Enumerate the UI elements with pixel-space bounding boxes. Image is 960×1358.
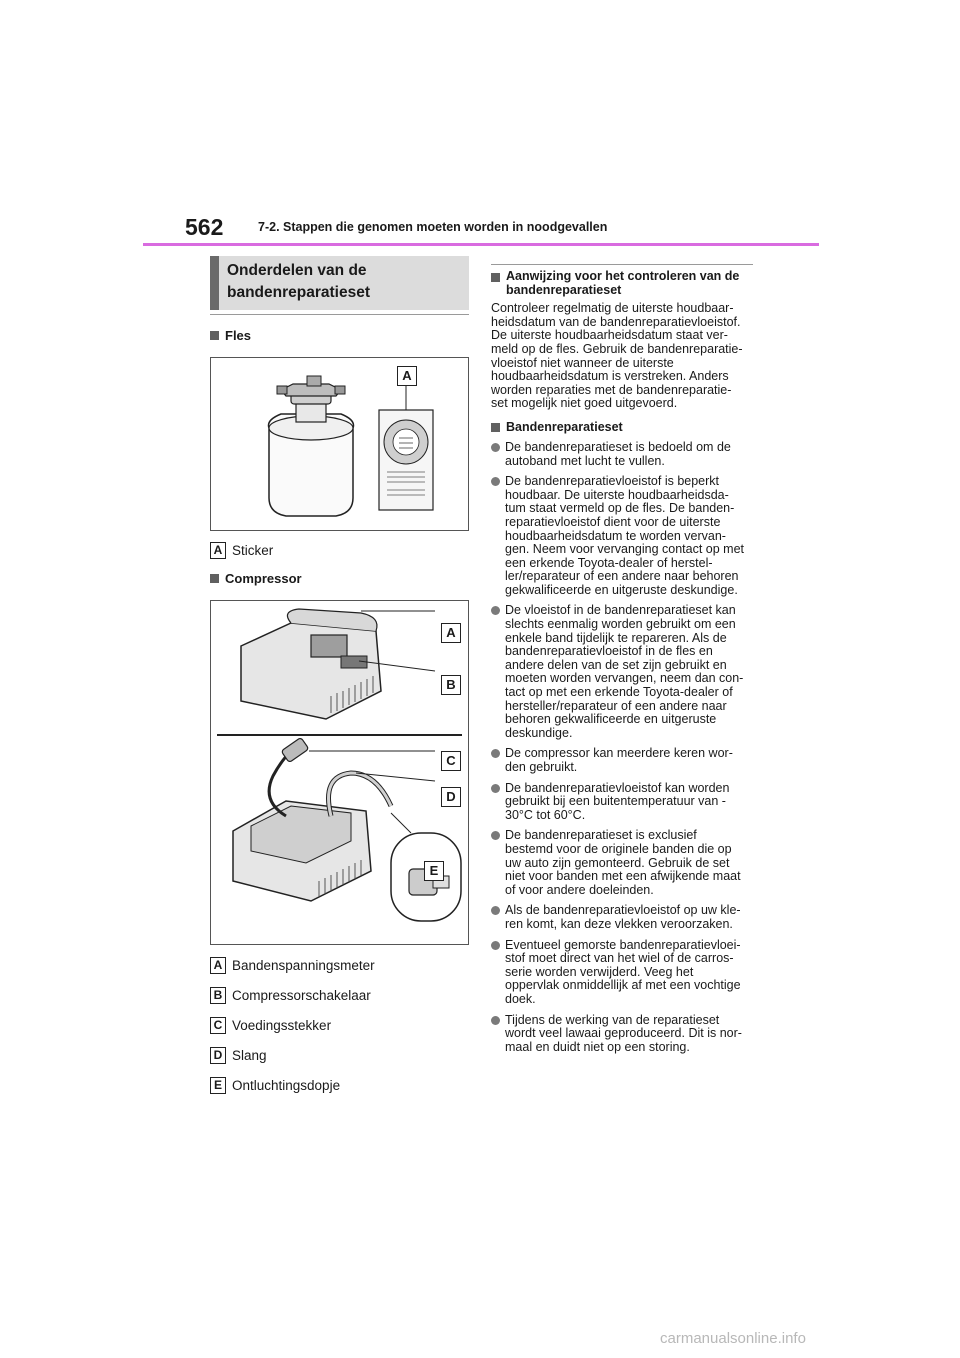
text-line: ren komt, kan deze vlekken veroorzaken.: [505, 916, 733, 931]
note-heading-line1: Aanwijzing voor het controleren van de: [506, 269, 740, 283]
text-line: stof moet direct van het wiel of de carros-: [505, 951, 734, 966]
legend-item: [210, 1047, 469, 1064]
bullet-item: [491, 475, 753, 597]
text-line: enkele band tijdelijk te repareren. Als de: [505, 630, 727, 645]
legend-item: [210, 1017, 469, 1034]
legend-text: Slang: [232, 1048, 267, 1063]
round-bullet-icon: [491, 606, 500, 615]
text-line: slechts eenmalig worden gebruikt om een: [505, 617, 736, 632]
text-line: tact op met een erkende Toyota-dealer of: [505, 685, 733, 700]
round-bullet-icon: [491, 477, 500, 486]
bullet-text: [505, 939, 741, 1007]
legend-text: Ontluchtingsdopje: [232, 1078, 341, 1093]
text-line: De bandenreparatieset is bedoeld om de: [505, 439, 731, 454]
compressor-heading-text: Compressor: [225, 571, 302, 586]
round-bullet-icon: [491, 784, 500, 793]
text-line: bestemd voor de originele banden die op: [505, 841, 732, 856]
sticker-legend: [210, 542, 469, 559]
text-line: hersteller/reparateur of een andere naar: [505, 698, 727, 713]
fles-heading: [210, 328, 469, 343]
legend-label-c: C: [210, 1017, 226, 1034]
page-number: 562: [185, 214, 224, 240]
text-line: De vloeistof in de bandenreparatieset kan: [505, 603, 736, 618]
text-line: den gebruikt.: [505, 760, 578, 774]
text-line: andere delen van de set zijn gebruikt en: [505, 657, 727, 672]
text-line: Eventueel gemorste bandenreparatievloei-: [505, 937, 741, 952]
text-line: De bandenreparatievloeistof kan worden: [505, 780, 730, 795]
square-bullet-icon: [210, 574, 219, 583]
header-rule: [143, 243, 819, 246]
square-bullet-icon: [491, 273, 500, 282]
text-line: De compressor kan meerdere keren wor-: [505, 746, 733, 761]
legend-label-a: A: [210, 542, 226, 559]
section-title-line2: bandenreparatieset: [227, 284, 370, 301]
legend-label-e: E: [210, 1077, 226, 1094]
note-heading: [491, 270, 753, 297]
watermark: carmanualsonline.info: [660, 1330, 806, 1347]
text-line: set mogelijk niet goed uitgevoerd.: [491, 396, 678, 411]
compressor-callout-b: B: [441, 675, 461, 695]
text-line: of voor andere doeleinden.: [505, 882, 654, 897]
text-line: heidsdatum van de bandenreparatievloeistof.: [491, 314, 741, 329]
text-line: niet voor banden met een afwijkende maat: [505, 869, 741, 884]
section-title-line1: Onderdelen van de: [227, 262, 367, 279]
text-line: doek.: [505, 991, 536, 1006]
text-line: vloeistof niet wanneer de uiterste: [491, 355, 674, 370]
text-line: serie worden verwijderd. Veeg het: [505, 964, 694, 979]
text-line: tum staat vermeld op de fles. De banden-: [505, 501, 735, 516]
square-bullet-icon: [491, 423, 500, 432]
left-column: [210, 256, 469, 1094]
bullet-text: [505, 475, 744, 597]
square-bullet-icon: [210, 331, 219, 340]
text-line: worden reparaties met de bandenreparatie-: [491, 382, 732, 397]
bullet-item: [491, 1014, 753, 1055]
chapter-title: 7-2. Stappen die genomen moeten worden in noodgevallen: [258, 220, 608, 234]
text-line: autoband met lucht te vullen.: [505, 453, 665, 468]
text-line: moeten worden vervangen, neem dan con-: [505, 671, 744, 686]
bullet-text: [505, 604, 743, 740]
round-bullet-icon: [491, 906, 500, 915]
legend-item: [210, 987, 469, 1004]
bullet-item: [491, 747, 753, 774]
legend-text: Compressorschakelaar: [232, 988, 371, 1003]
fles-callout-a: A: [397, 366, 417, 386]
text-line: uw auto zijn gemonteerd. Gebruik de set: [505, 855, 730, 870]
text-line: houdbaarheidsdatum te worden vervan-: [505, 528, 726, 543]
legend-label-b: B: [210, 987, 226, 1004]
kit-heading-text: Bandenreparatieset: [506, 419, 623, 434]
bullet-item: [491, 604, 753, 740]
bullet-item: [491, 904, 753, 931]
compressor-callout-e: E: [424, 861, 444, 881]
sticker-text: Sticker: [232, 543, 274, 558]
text-line: De uiterste houdbaarheidsdatum staat ver-: [491, 328, 728, 343]
text-line: reparatievloeistof dient voor de uiterste: [505, 514, 721, 529]
text-line: bandenreparatievloeistof in de fles en: [505, 644, 713, 659]
text-line: meld op de fles. Gebruik de bandenreparatie-: [491, 341, 743, 356]
right-column: [491, 264, 753, 1054]
bullet-text: [505, 441, 731, 468]
round-bullet-icon: [491, 941, 500, 950]
legend-label-d: D: [210, 1047, 226, 1064]
fles-heading-text: Fles: [225, 328, 252, 343]
text-line: gekwalificeerde en uitgeruste deskundige.: [505, 582, 738, 597]
text-line: ler/reparateur of een andere naar behoren: [505, 569, 739, 584]
compressor-illustration: [211, 601, 468, 944]
text-line: gebruikt bij een buitentemperatuur van -: [505, 794, 726, 809]
bullet-text: [505, 1014, 742, 1055]
text-line: De bandenreparatievloeistof is beperkt: [505, 474, 720, 489]
text-line: behoren gekwalificeerde en uitgeruste: [505, 712, 717, 727]
note-heading-line2: bandenreparatieset: [506, 282, 622, 297]
bullet-item: [491, 829, 753, 897]
text-line: Als de bandenreparatievloeistof op uw kle-: [505, 903, 741, 918]
text-line: De bandenreparatieset is exclusief: [505, 828, 697, 843]
legend-item: [210, 957, 469, 974]
section-rule: [210, 314, 469, 315]
kit-bullet-list: [491, 441, 753, 1054]
text-line: gen. Neem voor vervanging contact op met: [505, 542, 745, 557]
bottle-illustration: [211, 358, 468, 530]
compressor-figure: [210, 600, 469, 945]
text-line: Tijdens de werking van de reparatieset: [505, 1012, 720, 1027]
text-line: oppervlak onmiddellijk af met een vochtige: [505, 978, 741, 993]
legend-label-a: A: [210, 957, 226, 974]
bullet-text: [505, 904, 741, 931]
legend-text: Voedingsstekker: [232, 1018, 332, 1033]
bullet-item: [491, 441, 753, 468]
round-bullet-icon: [491, 443, 500, 452]
section-title: [210, 256, 469, 310]
text-line: een erkende Toyota-dealer of herstel-: [505, 555, 713, 570]
compressor-callout-d: D: [441, 787, 461, 807]
text-line: 30°C tot 60°C.: [505, 807, 586, 822]
round-bullet-icon: [491, 749, 500, 758]
legend-item: [210, 1077, 469, 1094]
text-line: wordt veel lawaai geproduceerd. Dit is nor-: [505, 1026, 742, 1041]
bullet-text: [505, 747, 733, 774]
text-line: houdbaarheidsdatum is verstreken. Anders: [491, 369, 729, 384]
bullet-text: [505, 782, 729, 823]
compressor-legend: [210, 957, 469, 1094]
text-line: Controleer regelmatig de uiterste houdbaar-: [491, 301, 734, 316]
bullet-item: [491, 782, 753, 823]
round-bullet-icon: [491, 1016, 500, 1025]
compressor-callout-c: C: [441, 751, 461, 771]
fles-figure: [210, 357, 469, 531]
note-rule: [491, 264, 753, 265]
compressor-heading: [210, 571, 469, 586]
compressor-callout-a: A: [441, 623, 461, 643]
note-paragraph: [491, 302, 753, 411]
kit-heading: [491, 420, 753, 434]
round-bullet-icon: [491, 831, 500, 840]
legend-text: Bandenspanningsmeter: [232, 958, 375, 973]
bullet-item: [491, 939, 753, 1007]
text-line: houdbaar. De uiterste houdbaarheidsda-: [505, 487, 729, 502]
text-line: deskundige.: [505, 725, 573, 740]
bullet-text: [505, 829, 741, 897]
text-line: maal en duidt niet op een storing.: [505, 1039, 690, 1054]
